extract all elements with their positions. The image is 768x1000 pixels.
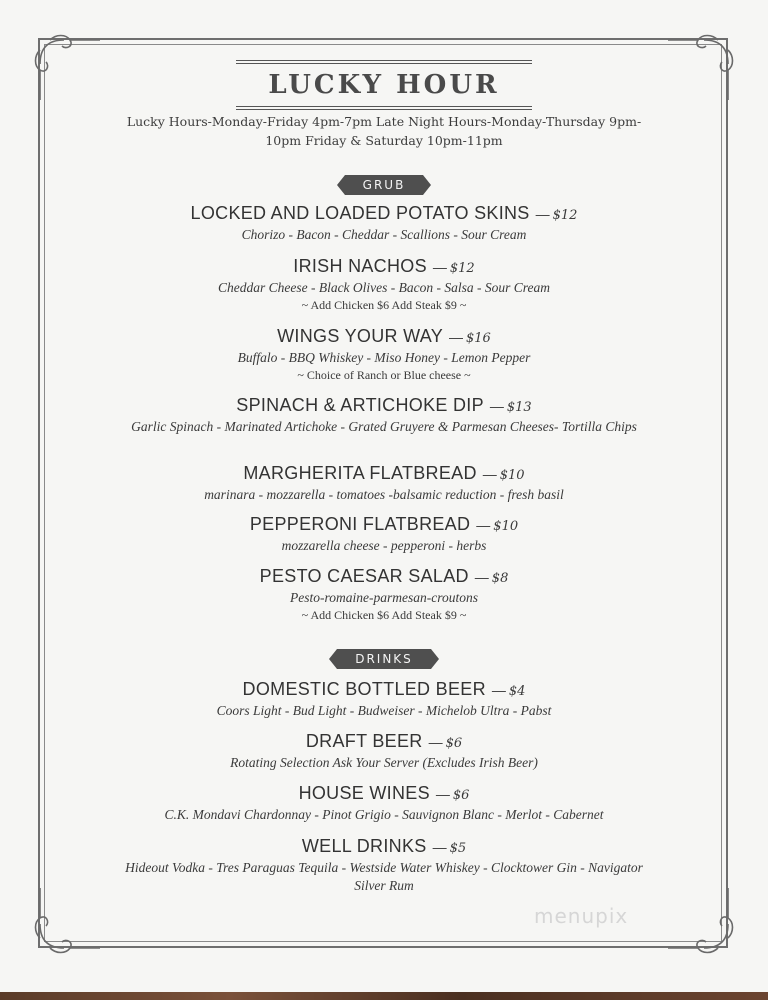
item-price: $8	[491, 571, 509, 586]
item-price: $10	[499, 468, 525, 483]
item-price: $4	[508, 684, 526, 699]
menu-item: WINGS YOUR WAY — $16 Buffalo - BBQ Whiskey - Miso Honey - Lemon Pepper ~ Choice of Ranch or Blue cheese ~	[110, 326, 658, 383]
menu-item: PEPPERONI FLATBREAD — $10 mozzarella cheese - pepperoni - herbs	[110, 514, 658, 555]
item-description: Pesto-romaine-parmesan-croutons	[290, 590, 478, 605]
item-name: DRAFT BEER	[305, 731, 423, 751]
item-name: WINGS YOUR WAY	[277, 326, 444, 346]
item-description: C.K. Mondavi Chardonnay - Pinot Grigio - Sauvignon Blanc - Merlot - Cabernet	[164, 807, 604, 822]
item-price: $6	[445, 736, 463, 751]
item-addon-note: ~ Add Chicken $6 Add Steak $9 ~	[301, 298, 467, 312]
item-description: Hideout Vodka - Tres Paraguas Tequila - Westside Water Whiskey - Clocktower Gin - Navigator Silver Rum	[125, 860, 643, 893]
item-price: $10	[493, 519, 519, 534]
title-rule-bottom	[236, 106, 532, 110]
item-price: $16	[466, 331, 491, 346]
section-label: GRUB	[345, 175, 424, 195]
table-surface	[0, 992, 768, 1000]
item-name: WELL DRINKS	[301, 836, 427, 856]
watermark-logo: menupix	[534, 904, 629, 928]
item-name: SPINACH & ARTICHOKE DIP	[236, 395, 484, 415]
item-name: MARGHERITA FLATBREAD	[243, 463, 477, 483]
menu-item: IRISH NACHOS — $12 Cheddar Cheese - Black Olives - Bacon - Salsa - Sour Cream ~ Add Chicken $6 Add Steak $9 ~	[110, 256, 658, 313]
corner-ornament-bottom-left	[30, 888, 100, 958]
page-title: LUCKY HOUR	[268, 70, 500, 100]
menu-item: SPINACH & ARTICHOKE DIP — $13 Garlic Spinach - Marinated Artichoke - Grated Gruyere & Parmesan Cheeses- Tortilla Chips	[110, 395, 658, 436]
item-name: DOMESTIC BOTTLED BEER	[242, 679, 486, 699]
item-description: Cheddar Cheese - Black Olives - Bacon - Salsa - Sour Cream	[217, 280, 551, 295]
item-addon-note: ~ Choice of Ranch or Blue cheese ~	[297, 368, 471, 382]
item-name: PESTO CAESAR SALAD	[259, 566, 469, 586]
item-description: Buffalo - BBQ Whiskey - Miso Honey - Lemon Pepper	[237, 350, 531, 365]
menu-item: HOUSE WINES — $6 C.K. Mondavi Chardonnay - Pinot Grigio - Sauvignon Blanc - Merlot - Cabernet	[110, 783, 658, 824]
menu-item: MARGHERITA FLATBREAD — $10 marinara - mozzarella - tomatoes -balsamic reduction - fresh basil	[110, 463, 658, 504]
item-name: HOUSE WINES	[298, 783, 430, 803]
corner-ornament-bottom-right	[668, 888, 738, 958]
hours-text: Lucky Hours-Monday-Friday 4pm-7pm Late Night Hours-Monday-Thursday 9pm-10pm Friday & Saturday 10pm-11pm	[126, 114, 642, 148]
item-price: $12	[449, 261, 475, 276]
item-name: PEPPERONI FLATBREAD	[249, 514, 471, 534]
item-description: Garlic Spinach - Marinated Artichoke - Grated Gruyere & Parmesan Cheeses- Tortilla Chips	[131, 419, 637, 434]
menu-item: DRAFT BEER — $6 Rotating Selection Ask Your Server (Excludes Irish Beer)	[110, 731, 658, 772]
section-label: DRINKS	[337, 649, 431, 669]
header	[0, 60, 768, 110]
menu-item: WELL DRINKS — $5 Hideout Vodka - Tres Paraguas Tequila - Westside Water Whiskey - Clocktower Gin - Navigator Silver Rum	[110, 836, 658, 895]
menu-item: DOMESTIC BOTTLED BEER — $4 Coors Light - Bud Light - Budweiser - Michelob Ultra - Pabst	[110, 679, 658, 720]
item-description: mozzarella cheese - pepperoni - herbs	[281, 538, 487, 553]
menu-item: PESTO CAESAR SALAD — $8 Pesto-romaine-parmesan-croutons ~ Add Chicken $6 Add Steak $9 ~	[110, 566, 658, 623]
section-banner-grub	[0, 174, 768, 195]
item-description: Coors Light - Bud Light - Budweiser - Michelob Ultra - Pabst	[216, 703, 552, 718]
item-addon-note: ~ Add Chicken $6 Add Steak $9 ~	[301, 608, 467, 622]
item-price: $5	[449, 841, 467, 856]
menu-item: LOCKED AND LOADED POTATO SKINS — $12 Chorizo - Bacon - Cheddar - Scallions - Sour Cream	[110, 203, 658, 244]
item-description: marinara - mozzarella - tomatoes -balsamic reduction - fresh basil	[204, 487, 564, 502]
item-price: $13	[506, 400, 532, 415]
item-description: Chorizo - Bacon - Cheddar - Scallions - Sour Cream	[241, 227, 527, 242]
item-name: IRISH NACHOS	[293, 256, 427, 276]
item-price: $12	[552, 208, 578, 223]
item-price: $6	[452, 788, 470, 803]
item-name: LOCKED AND LOADED POTATO SKINS	[190, 203, 530, 223]
title-rule-top	[236, 60, 532, 64]
item-description: Rotating Selection Ask Your Server (Excludes Irish Beer)	[230, 755, 538, 770]
section-banner-drinks	[0, 648, 768, 669]
